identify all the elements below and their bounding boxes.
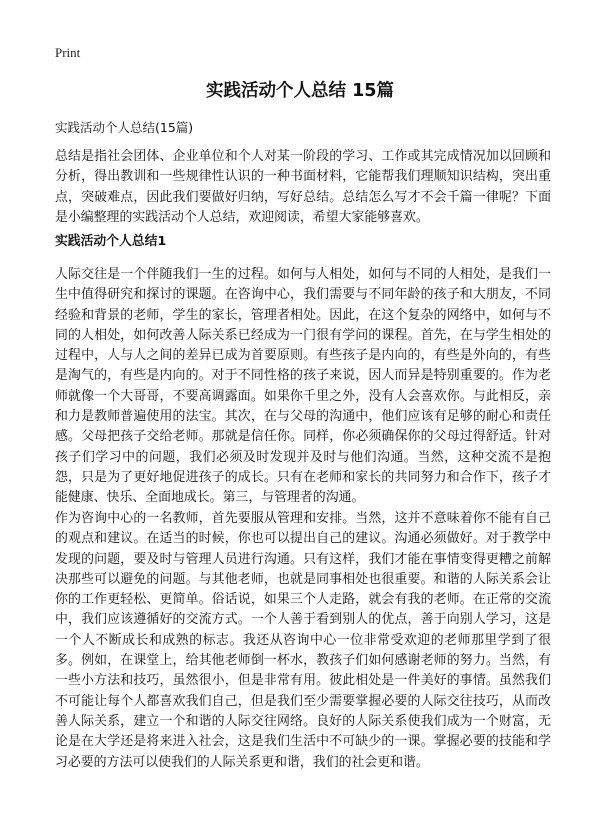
print-link[interactable]: Print [55, 45, 81, 60]
section-heading: 实践活动个人总结1 [55, 234, 167, 249]
page-title: 实践活动个人总结 15篇 [206, 81, 394, 101]
intro-paragraph: 总结是指社会团体、企业单位和个人对某一阶段的学习、工作或其完成情况加以回顾和分析，得出教训和一些规律性认识的一种书面材料，它能帮我们理顺知识结构，突出重点，突破难点，因此我们要做好归纳，写好总结。总结怎么写才不会千篇一律呢？下面是小编整理的实践活动个人总结，欢迎阅读，希望大家能够喜欢。 [55, 149, 551, 225]
document-subtitle: 实践活动个人总结(15篇) [55, 120, 194, 135]
body-paragraph-2: 作为咨询中心的一名教师，首先要服从管理和安排。当然，这并不意味着你不能有自己的观点和建议。在适当的时候，你也可以提出自己的建议。沟通必须做好。对于教学中发现的问题，要及时与管理人员进行沟通。只有这样，我们才能在事情变得更糟之前解决那些可以避免的问题。与其他老师，也就是同事相处也很重要。和谐的人际关系会让你的工作更轻松、更简单。俗话说，如果三个人走路，就会有我的老师。在正常的交流中，我们应该遵循好的交流方式。一个人善于看到别人的优点，善于向别人学习，这是一个人不断成长和成熟的标志。我还从咨询中心一位非常受欢迎的老师那里学到了很多。例如，在课堂上，给其他老师倒一杯水，教孩子们如何感谢老师的努力。当然，有一些小方法和技巧，虽然很小，但是非常有用。彼此相处是一件美好的事情。虽然我们不可能让每个人都喜欢我们自己，但是我们至少需要掌握必要的人际交往技巧，从而改善人际关系，建立一个和谐的人际交往网络。良好的人际关系使我们成为一个财富，无论是在大学还是将来进入社会，这是我们生活中不可缺少的一课。掌握必要的技能和学习必要的方法可以使我们的人际关系更和谐，我们的社会更和谐。 [55, 511, 551, 770]
body-paragraph-1: 人际交往是一个伴随我们一生的过程。如何与人相处，如何与不同的人相处，是我们一生中值得研究和探讨的课题。在咨询中心，我们需要与不同年龄的孩子和大朋友，不同经验和背景的老师，学生的家长，管理者相处。因此，在这个复杂的网络中，如何与不同的人相处，如何改善人际关系已经成为一门很有学问的课程。首先，在与学生相处的过程中，人与人之间的差异已成为首要原则。有些孩子是内向的，有些是外向的，有些是淘气的，有些是内向的。对于不同性格的孩子来说，因人而异是特别重要的。作为老师就像一个大哥哥，不要高调露面。如果你千里之外，没有人会喜欢你。与此相反，亲和力是教师普遍使用的法宝。其次，在与父母的沟通中，他们应该有足够的耐心和责任感。父母把孩子交给老师。那就是信任你。同样，你必须确保你的父母过得舒适。针对孩子们学习中的问题，我们必须及时发现并及时与他们沟通。当然，这种交流不是抱怨，只是为了更好地促进孩子的成长。只有在老师和家长的共同努力和合作下，孩子才能健康、快乐、全面地成长。第三，与管理者的沟通。 [55, 267, 551, 506]
